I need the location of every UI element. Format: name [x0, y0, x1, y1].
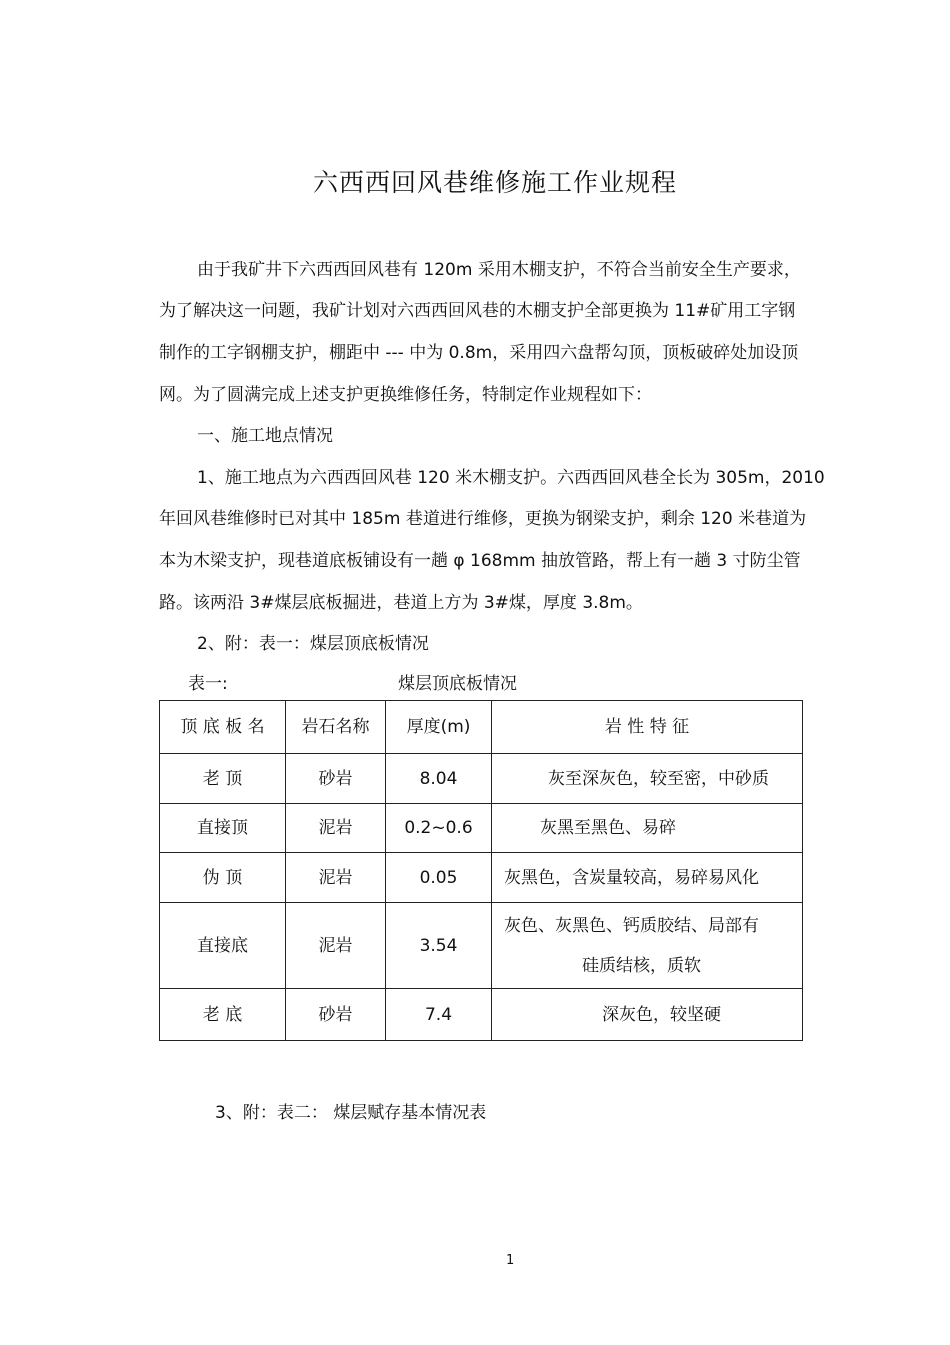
intro-line-2: 为了解决这一问题，我矿计划对六西西回风巷的木棚支护全部更换为 11#矿用工字钢: [159, 301, 796, 321]
header-rock-name: 岩石名称: [286, 701, 386, 754]
page-title: 六西西回风巷维修施工作业规程: [312, 168, 677, 197]
section-heading-1: 一、施工地点情况: [197, 426, 333, 446]
section1-line-4: 路。该两沿 3#煤层底板掘进，巷道上方为 3#煤，厚度 3.8m。: [159, 593, 643, 613]
attachment-2-label: 3、附：表二： 煤层赋存基本情况表: [215, 1103, 487, 1123]
intro-line-4: 网。为了圆满完成上述支护更换维修任务，特制定作业规程如下：: [159, 385, 652, 405]
cell-description: 灰至深灰色，较至密，中砂质: [492, 754, 803, 804]
cell-description-line-2: 硅质结核，质软: [582, 955, 701, 976]
section1-line-2: 年回风巷维修时已对其中 185m 巷道进行维修，更换为钢梁支护，剩余 120 米巷道为: [159, 509, 807, 529]
cell-description: [492, 903, 803, 989]
header-layer-name: 顶 底 板 名: [160, 701, 286, 754]
cell-layer-name: 直接顶: [160, 804, 286, 853]
table-rock-layers: [159, 700, 803, 1041]
cell-rock: 砂岩: [286, 989, 386, 1041]
cell-thickness: 3.54: [386, 903, 492, 989]
intro-line-3: 制作的工字钢棚支护，棚距中 --- 中为 0.8m，采用四六盘帮勾顶，顶板破碎处加设顶: [159, 343, 799, 363]
cell-description: 深灰色，较坚硬: [492, 989, 803, 1041]
table1-caption: 煤层顶底板情况: [398, 674, 517, 694]
cell-layer-name: 老 底: [160, 989, 286, 1041]
cell-rock: 泥岩: [286, 903, 386, 989]
cell-thickness: 0.05: [386, 853, 492, 903]
cell-thickness: 8.04: [386, 754, 492, 804]
attachment-1-label: 2、附：表一：煤层顶底板情况: [197, 634, 429, 654]
header-thickness: 厚度(m): [386, 701, 492, 754]
section1-line-1: 1、施工地点为六西西回风巷 120 米木棚支护。六西西回风巷全长为 305m，2010: [197, 468, 825, 488]
table-header-row: [160, 701, 803, 754]
table-row: [160, 989, 803, 1041]
table-row: [160, 853, 803, 903]
cell-description: 灰黑色，含炭量较高，易碎易风化: [492, 853, 803, 903]
cell-description-line-1: 灰色、灰黑色、钙质胶结、局部有: [504, 915, 759, 936]
table-row: [160, 804, 803, 853]
table1-label: 表一:: [188, 674, 228, 694]
cell-description: 灰黑至黑色、易碎: [492, 804, 803, 853]
table-row: [160, 754, 803, 804]
header-characteristics: 岩 性 特 征: [492, 701, 803, 754]
cell-layer-name: 老 顶: [160, 754, 286, 804]
cell-layer-name: 直接底: [160, 903, 286, 989]
cell-rock: 泥岩: [286, 804, 386, 853]
table-row: [160, 903, 803, 989]
page-number: 1: [506, 1253, 515, 1268]
cell-thickness: 7.4: [386, 989, 492, 1041]
cell-rock: 泥岩: [286, 853, 386, 903]
cell-thickness: 0.2~0.6: [386, 804, 492, 853]
section1-line-3: 本为木梁支护，现巷道底板铺设有一趟 φ 168mm 抽放管路，帮上有一趟 3 寸防尘管: [159, 551, 801, 571]
intro-line-1: 由于我矿井下六西西回风巷有 120m 采用木棚支护，不符合当前安全生产要求，: [197, 260, 801, 280]
cell-rock: 砂岩: [286, 754, 386, 804]
cell-layer-name: 伪 顶: [160, 853, 286, 903]
